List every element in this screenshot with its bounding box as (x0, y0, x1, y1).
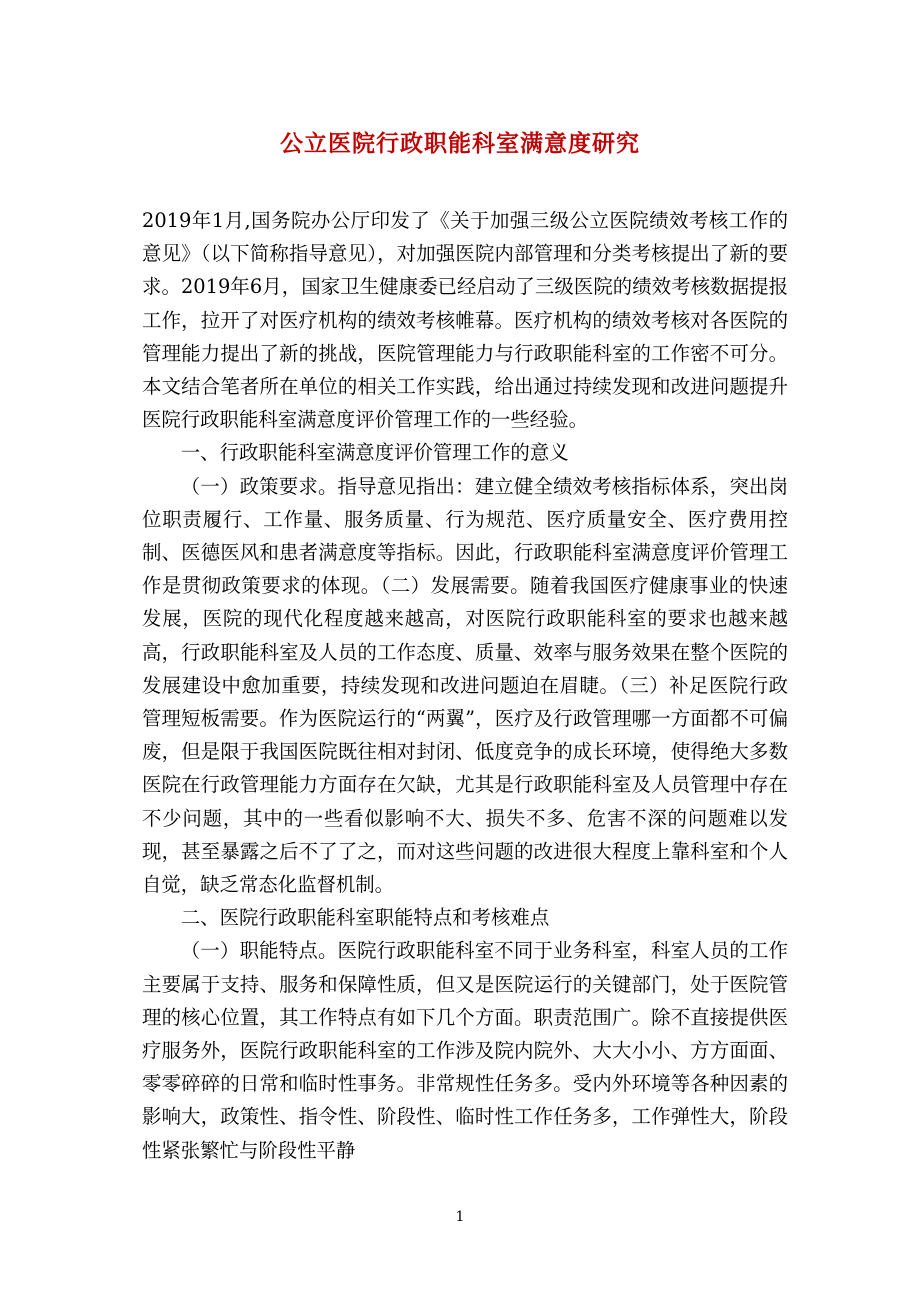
section-heading-2: 二、医院行政职能科室职能特点和考核难点 (180, 906, 550, 930)
section-heading-1: 一、行政职能科室满意度评价管理工作的意义 (180, 441, 569, 465)
section-2-paragraph: （一）职能特点。医院行政职能科室不同于业务科室，科室人员的工作主要属于支持、服务和保障性质，但又是医院运行的关键部门，处于医院管理的核心位置，其工作特点有如下几个方面。职责范围广。除不直接提供医疗服务外，医院行政职能科室的工作涉及院内院外、大大小小、方方面面、零零碎碎的日常和临时性事务。非常规性任务多。受内外环境等各种因素的影响大，政策性、指令性、阶段性、临时性工作任务多，工作弹性大，阶段性紧张繁忙与阶段性平静 (142, 939, 788, 1162)
document-title: 公立医院行政职能科室满意度研究 (280, 130, 640, 157)
document-body (142, 204, 788, 1167)
section-1-paragraph: （一）政策要求。指导意见指出：建立健全绩效考核指标体系，突出岗位职责履行、工作量、服务质量、行为规范、医疗质量安全、医疗费用控制、医德医风和患者满意度等指标。因此，行政职能科室满意度评价管理工作是贯彻政策要求的体现。（二）发展需要。随着我国医疗健康事业的快速发展，医院的现代化程度越来越高，对医院行政职能科室的要求也越来越高，行政职能科室及人员的工作态度、质量、效率与服务效果在整个医院的发展建设中愈加重要，持续发现和改进问题迫在眉睫。（三）补足医院行政管理短板需要。作为医院运行的“两翼”，医疗及行政管理哪一方面都不可偏废，但是限于我国医院既往相对封闭、低度竞争的成长环境，使得绝大多数医院在行政管理能力方面存在欠缺，尤其是行政职能科室及人员管理中存在不少问题，其中的一些看似影响不大、损失不多、危害不深的问题难以发现，甚至暴露之后不了了之，而对这些问题的改进很大程度上靠科室和个人自觉，缺乏常态化监督机制。 (142, 474, 788, 897)
page-number: 1 (455, 1209, 465, 1225)
intro-paragraph: 2019年1月,国务院办公厅印发了《关于加强三级公立医院绩效考核工作的意见》（以下简称指导意见），对加强医院内部管理和分类考核提出了新的要求。2019年6月，国家卫生健康委已经启动了三级医院的绩效考核数据提报工作，拉开了对医疗机构的绩效考核帷幕。医疗机构的绩效考核对各医院的管理能力提出了新的挑战，医院管理能力与行政职能科室的工作密不可分。本文结合笔者所在单位的相关工作实践，给出通过持续发现和改进问题提升医院行政职能科室满意度评价管理工作的一些经验。 (142, 209, 788, 432)
